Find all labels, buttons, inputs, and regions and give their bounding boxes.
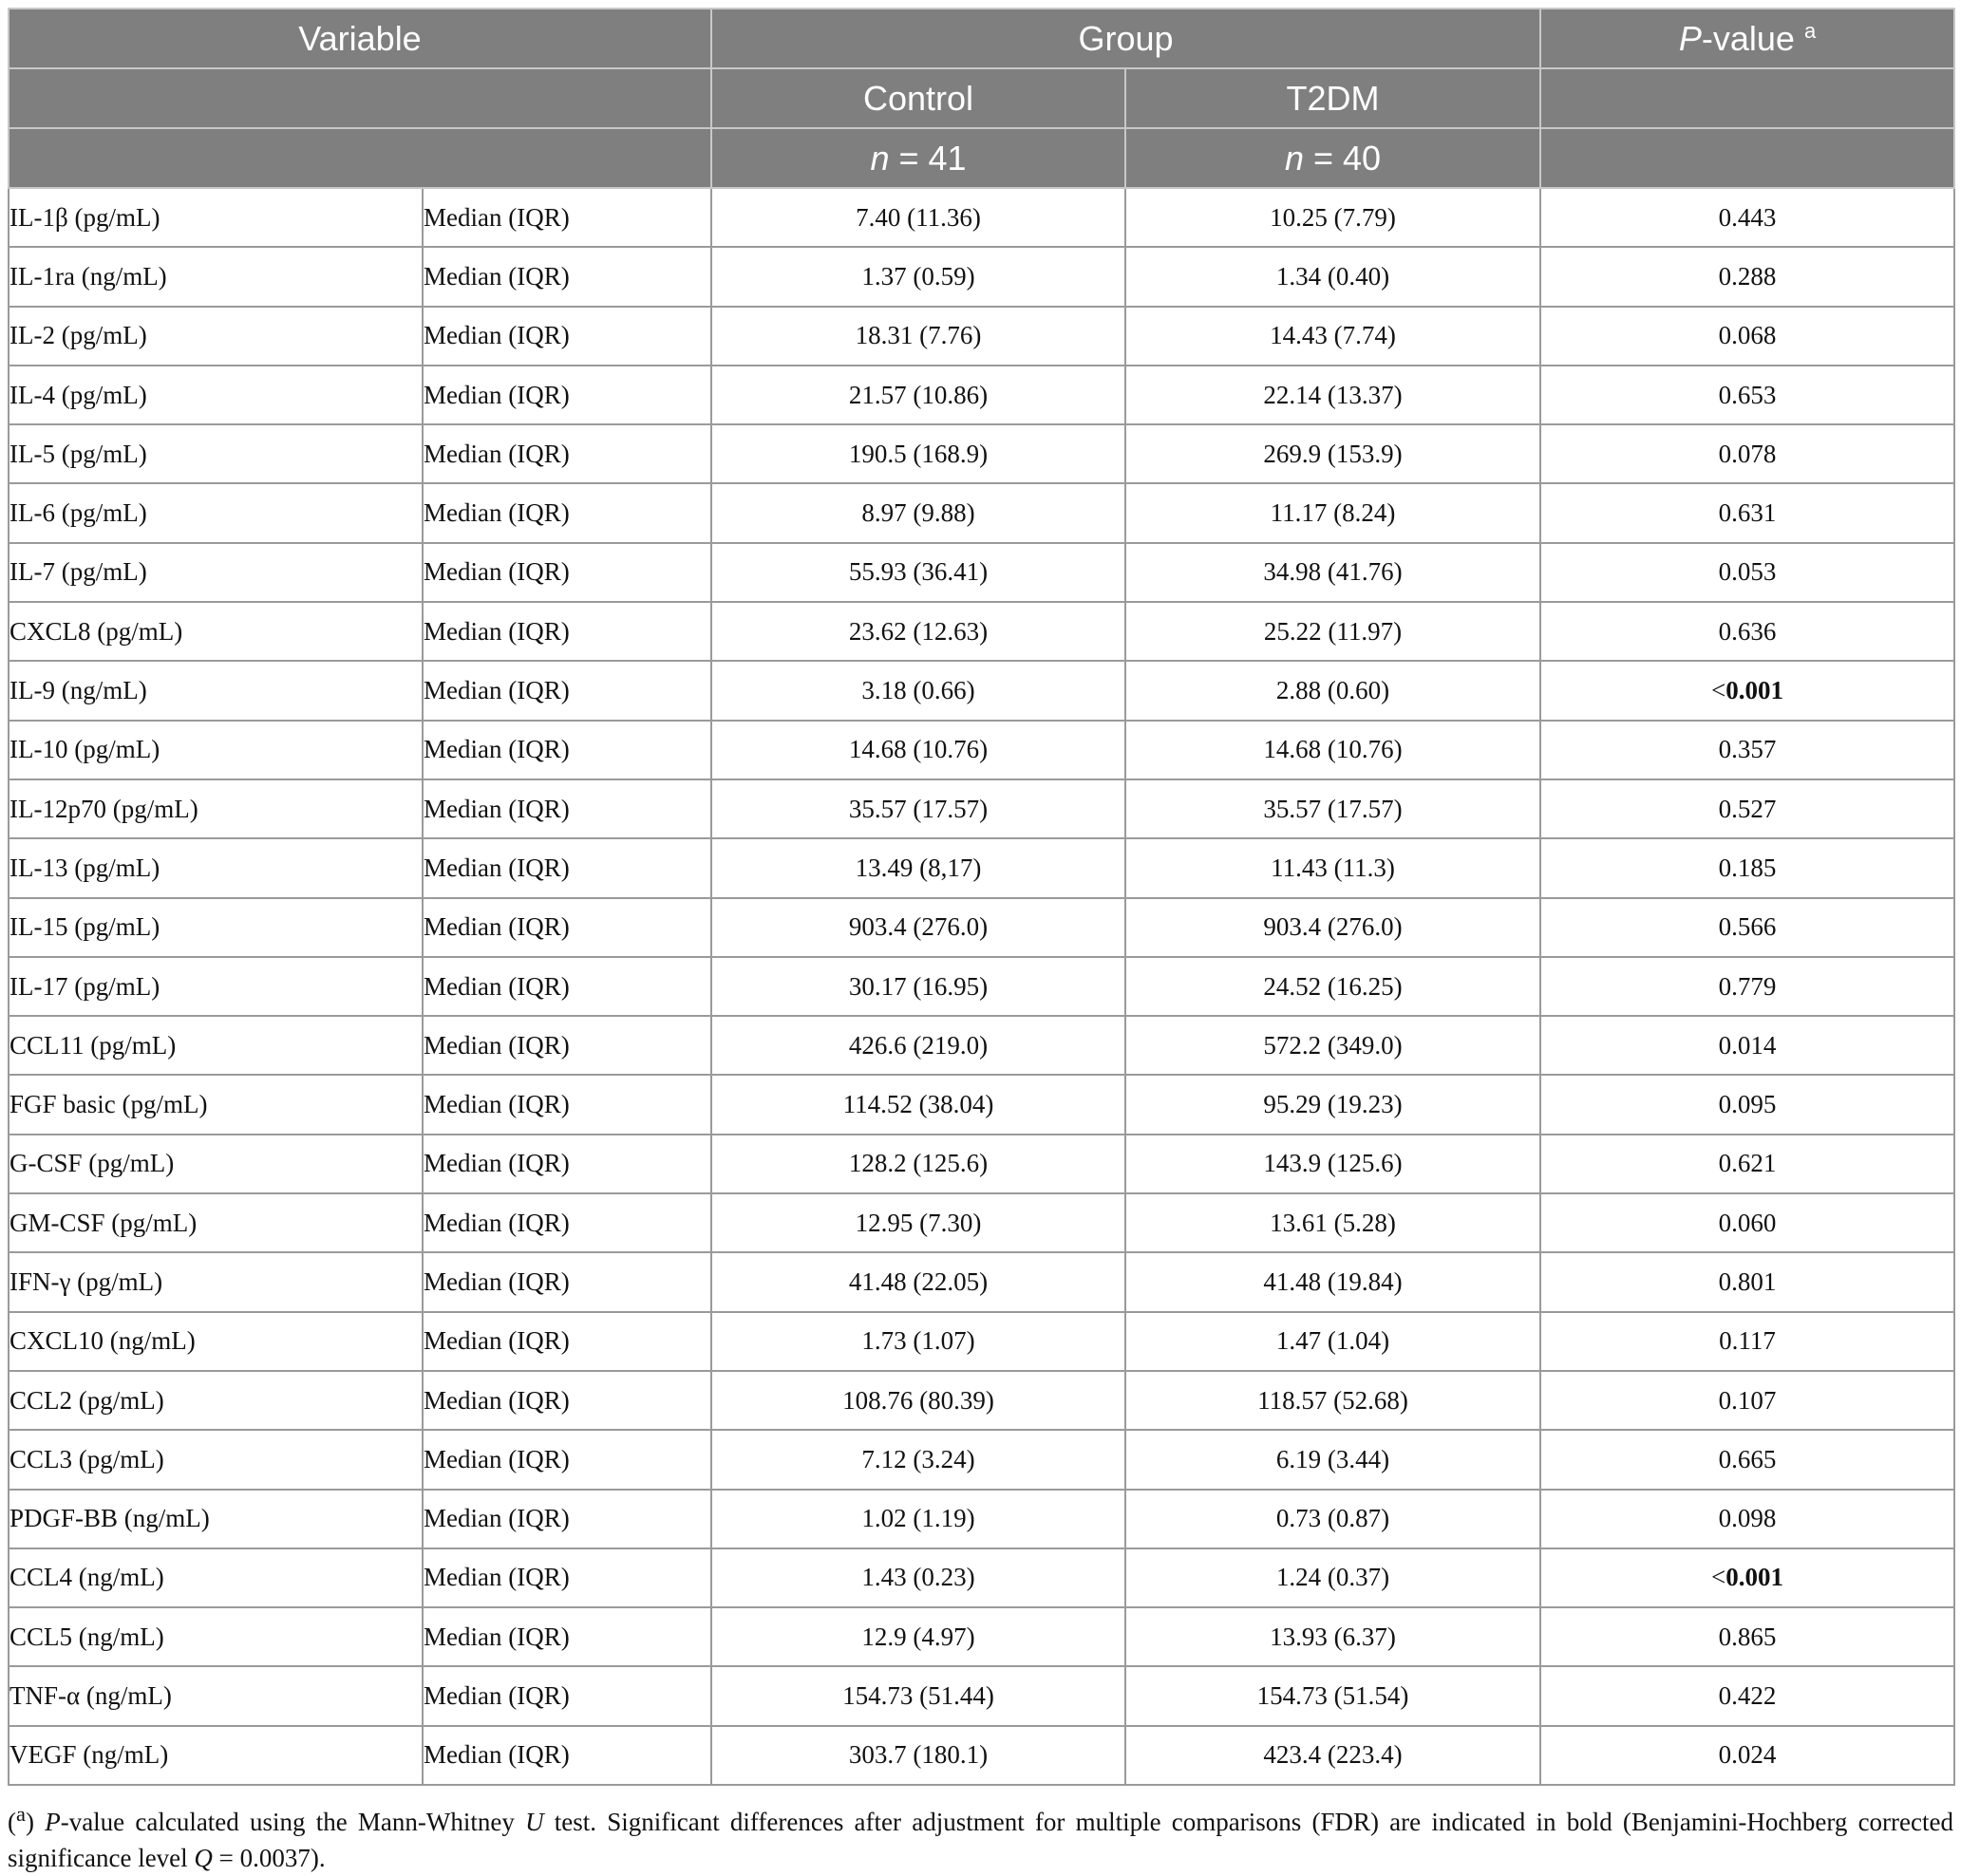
cell-pvalue (1540, 1252, 1954, 1311)
cell-statistic: Median (IQR) (423, 307, 711, 366)
cell-statistic: Median (IQR) (423, 366, 711, 424)
table-row (9, 1312, 1954, 1371)
cell-control: 21.57 (10.86) (711, 366, 1125, 424)
table-row (9, 247, 1954, 306)
cell-variable: CCL2 (pg/mL) (9, 1371, 423, 1430)
cell-variable: IL-5 (pg/mL) (9, 424, 423, 483)
cell-control: 303.7 (180.1) (711, 1726, 1125, 1785)
pvalue: 0.014 (1718, 1030, 1777, 1060)
cell-pvalue (1540, 424, 1954, 483)
cell-statistic: Median (IQR) (423, 1252, 711, 1311)
footnote-sup: a (16, 1802, 26, 1826)
cell-variable: IL-15 (pg/mL) (9, 898, 423, 957)
t2dm-n-value: = 40 (1303, 138, 1382, 178)
table-row (9, 957, 1954, 1016)
cell-t2dm: 903.4 (276.0) (1125, 898, 1540, 957)
footnote-close: ) (26, 1808, 46, 1836)
header-blank-2 (1540, 68, 1954, 128)
pvalue: 0.636 (1718, 616, 1777, 646)
table-row (9, 188, 1954, 247)
cell-control: 12.95 (7.30) (711, 1193, 1125, 1252)
cell-variable: CCL3 (pg/mL) (9, 1430, 423, 1489)
cell-pvalue (1540, 661, 1954, 720)
cell-pvalue (1540, 366, 1954, 424)
pvalue: 0.665 (1718, 1444, 1777, 1473)
pvalue: 0.288 (1718, 261, 1777, 291)
cell-control: 41.48 (22.05) (711, 1252, 1125, 1311)
cell-variable: IL-6 (pg/mL) (9, 483, 423, 542)
cell-statistic: Median (IQR) (423, 483, 711, 542)
table-row (9, 307, 1954, 366)
cell-control: 1.02 (1.19) (711, 1490, 1125, 1548)
pvalue: 0.865 (1718, 1622, 1777, 1651)
footnote-q: Q (194, 1844, 213, 1872)
header-blank-1 (9, 68, 711, 128)
pvalue: 0.098 (1718, 1504, 1777, 1533)
t2dm-n-italic: n (1284, 138, 1304, 178)
cell-pvalue (1540, 188, 1954, 247)
cell-statistic: Median (IQR) (423, 838, 711, 897)
cell-pvalue (1540, 1016, 1954, 1075)
cell-t2dm: 41.48 (19.84) (1125, 1252, 1540, 1311)
cell-variable: GM-CSF (pg/mL) (9, 1193, 423, 1252)
cell-t2dm: 11.17 (8.24) (1125, 483, 1540, 542)
header-pvalue-sup: a (1803, 18, 1817, 43)
cell-statistic: Median (IQR) (423, 661, 711, 720)
cell-control: 23.62 (12.63) (711, 602, 1125, 661)
table-row (9, 1135, 1954, 1193)
cell-control: 1.73 (1.07) (711, 1312, 1125, 1371)
cell-variable: CXCL10 (ng/mL) (9, 1312, 423, 1371)
cell-t2dm: 269.9 (153.9) (1125, 424, 1540, 483)
cell-variable: IL-10 (pg/mL) (9, 721, 423, 779)
header-blank-3 (9, 128, 711, 188)
cell-variable: IL-1ra (ng/mL) (9, 247, 423, 306)
cell-pvalue (1540, 307, 1954, 366)
cell-variable: IL-4 (pg/mL) (9, 366, 423, 424)
cell-statistic: Median (IQR) (423, 1135, 711, 1193)
cell-pvalue (1540, 838, 1954, 897)
table-header (9, 9, 1954, 188)
cell-control: 13.49 (8,17) (711, 838, 1125, 897)
cell-t2dm: 25.22 (11.97) (1125, 602, 1540, 661)
control-n-value: = 41 (889, 138, 967, 178)
cell-control: 18.31 (7.76) (711, 307, 1125, 366)
cell-statistic: Median (IQR) (423, 779, 711, 838)
header-control-n (711, 128, 1125, 188)
cell-pvalue (1540, 779, 1954, 838)
pvalue: 0.068 (1718, 321, 1777, 350)
cell-control: 154.73 (51.44) (711, 1666, 1125, 1725)
cell-pvalue (1540, 957, 1954, 1016)
cell-t2dm: 1.24 (0.37) (1125, 1548, 1540, 1607)
cell-pvalue (1540, 543, 1954, 602)
cell-control: 114.52 (38.04) (711, 1075, 1125, 1134)
table-row (9, 1430, 1954, 1489)
cell-variable: G-CSF (pg/mL) (9, 1135, 423, 1193)
cell-t2dm: 24.52 (16.25) (1125, 957, 1540, 1016)
cell-variable: IL-1β (pg/mL) (9, 188, 423, 247)
table-row (9, 543, 1954, 602)
control-n-italic: n (870, 138, 890, 178)
table-row (9, 721, 1954, 779)
cell-t2dm: 35.57 (17.57) (1125, 779, 1540, 838)
header-pvalue-p: P (1678, 18, 1702, 58)
table-row (9, 1252, 1954, 1311)
table-row (9, 1490, 1954, 1548)
cell-t2dm: 95.29 (19.23) (1125, 1075, 1540, 1134)
cell-t2dm: 14.68 (10.76) (1125, 721, 1540, 779)
table-row (9, 424, 1954, 483)
cell-variable: IL-13 (pg/mL) (9, 838, 423, 897)
cell-t2dm: 10.25 (7.79) (1125, 188, 1540, 247)
cell-statistic: Median (IQR) (423, 1193, 711, 1252)
cell-statistic: Median (IQR) (423, 424, 711, 483)
cell-t2dm: 0.73 (0.87) (1125, 1490, 1540, 1548)
table-row (9, 1607, 1954, 1666)
cell-pvalue (1540, 1666, 1954, 1725)
cell-t2dm: 2.88 (0.60) (1125, 661, 1540, 720)
cell-t2dm: 14.43 (7.74) (1125, 307, 1540, 366)
cell-t2dm: 1.47 (1.04) (1125, 1312, 1540, 1371)
cell-control: 30.17 (16.95) (711, 957, 1125, 1016)
table-container (8, 8, 1953, 1786)
cell-pvalue (1540, 1135, 1954, 1193)
pvalue: 0.185 (1718, 853, 1777, 882)
cell-statistic: Median (IQR) (423, 1016, 711, 1075)
pvalue: 0.566 (1718, 912, 1777, 942)
pvalue: 0.095 (1718, 1090, 1777, 1119)
cell-statistic: Median (IQR) (423, 1430, 711, 1489)
cell-t2dm: 1.34 (0.40) (1125, 247, 1540, 306)
cell-variable: IL-9 (ng/mL) (9, 661, 423, 720)
cell-pvalue (1540, 1371, 1954, 1430)
footnote-u: U (525, 1808, 544, 1836)
cell-pvalue (1540, 602, 1954, 661)
cell-control: 7.40 (11.36) (711, 188, 1125, 247)
table-row (9, 898, 1954, 957)
cell-pvalue (1540, 1548, 1954, 1607)
header-variable: Variable (9, 9, 711, 68)
cell-variable: IL-2 (pg/mL) (9, 307, 423, 366)
cell-control: 1.37 (0.59) (711, 247, 1125, 306)
pvalue-significant: 0.001 (1725, 1563, 1783, 1592)
cell-t2dm: 154.73 (51.54) (1125, 1666, 1540, 1725)
cell-t2dm: 118.57 (52.68) (1125, 1371, 1540, 1430)
cell-statistic: Median (IQR) (423, 1490, 711, 1548)
cell-statistic: Median (IQR) (423, 1312, 711, 1371)
cell-t2dm: 11.43 (11.3) (1125, 838, 1540, 897)
table-row (9, 1193, 1954, 1252)
cell-pvalue (1540, 483, 1954, 542)
header-group: Group (711, 9, 1540, 68)
cell-t2dm: 423.4 (223.4) (1125, 1726, 1540, 1785)
pvalue: 0.779 (1718, 971, 1777, 1001)
pvalue: 0.107 (1718, 1385, 1777, 1415)
cell-control: 12.9 (4.97) (711, 1607, 1125, 1666)
table-row (9, 602, 1954, 661)
footnote-text2: test. Significant differences after adjustment for multiple comparisons (FDR) are indicated in bold (Benjamini-Hochberg corrected significance level (8, 1808, 1953, 1872)
cell-statistic: Median (IQR) (423, 188, 711, 247)
footnote-p: P (45, 1808, 61, 1836)
pvalue: 0.024 (1718, 1740, 1777, 1770)
cell-statistic: Median (IQR) (423, 602, 711, 661)
header-t2dm-n (1125, 128, 1540, 188)
cell-t2dm: 572.2 (349.0) (1125, 1016, 1540, 1075)
cell-variable: CCL11 (pg/mL) (9, 1016, 423, 1075)
pvalue: 0.443 (1718, 202, 1777, 232)
cell-statistic: Median (IQR) (423, 543, 711, 602)
cell-pvalue (1540, 1726, 1954, 1785)
pvalue: 0.053 (1718, 557, 1777, 587)
header-row-2 (9, 68, 1954, 128)
cell-variable: PDGF-BB (ng/mL) (9, 1490, 423, 1548)
cytokine-table (8, 8, 1955, 1786)
cell-t2dm: 6.19 (3.44) (1125, 1430, 1540, 1489)
pvalue: 0.357 (1718, 735, 1777, 764)
cell-pvalue (1540, 1075, 1954, 1134)
header-row-1 (9, 9, 1954, 68)
cell-pvalue (1540, 1490, 1954, 1548)
cell-t2dm: 13.61 (5.28) (1125, 1193, 1540, 1252)
cell-pvalue (1540, 1607, 1954, 1666)
cell-variable: CXCL8 (pg/mL) (9, 602, 423, 661)
pvalue: 0.422 (1718, 1681, 1777, 1711)
header-t2dm: T2DM (1125, 68, 1540, 128)
cell-control: 903.4 (276.0) (711, 898, 1125, 957)
cell-variable: IL-7 (pg/mL) (9, 543, 423, 602)
cell-statistic: Median (IQR) (423, 1607, 711, 1666)
pvalue-prefix: < (1711, 676, 1726, 705)
cell-variable: IFN-γ (pg/mL) (9, 1252, 423, 1311)
cell-control: 128.2 (125.6) (711, 1135, 1125, 1193)
cell-pvalue (1540, 1430, 1954, 1489)
cell-pvalue (1540, 898, 1954, 957)
header-pvalue-text: -value (1701, 18, 1795, 58)
cell-variable: VEGF (ng/mL) (9, 1726, 423, 1785)
cell-variable: IL-17 (pg/mL) (9, 957, 423, 1016)
cell-control: 3.18 (0.66) (711, 661, 1125, 720)
table-row (9, 1726, 1954, 1785)
table-row (9, 1666, 1954, 1725)
footnote-text1: -value calculated using the Mann-Whitney (60, 1808, 526, 1836)
pvalue: 0.631 (1718, 498, 1777, 528)
cell-control: 35.57 (17.57) (711, 779, 1125, 838)
cell-pvalue (1540, 1312, 1954, 1371)
cell-control: 14.68 (10.76) (711, 721, 1125, 779)
table-row (9, 838, 1954, 897)
cell-control: 1.43 (0.23) (711, 1548, 1125, 1607)
cell-statistic: Median (IQR) (423, 1371, 711, 1430)
cell-statistic: Median (IQR) (423, 247, 711, 306)
cell-statistic: Median (IQR) (423, 721, 711, 779)
pvalue: 0.801 (1718, 1266, 1777, 1296)
cell-variable: CCL4 (ng/mL) (9, 1548, 423, 1607)
cell-variable: TNF-α (ng/mL) (9, 1666, 423, 1725)
pvalue-prefix: < (1711, 1563, 1726, 1592)
pvalue: 0.621 (1718, 1149, 1777, 1178)
cell-variable: CCL5 (ng/mL) (9, 1607, 423, 1666)
cell-control: 55.93 (36.41) (711, 543, 1125, 602)
table-row (9, 1075, 1954, 1134)
table-row (9, 779, 1954, 838)
table-row (9, 483, 1954, 542)
header-blank-4 (1540, 128, 1954, 188)
cell-pvalue (1540, 247, 1954, 306)
cell-pvalue (1540, 1193, 1954, 1252)
footnote-text3: = 0.0037). (212, 1844, 326, 1872)
cell-variable: IL-12p70 (pg/mL) (9, 779, 423, 838)
pvalue: 0.078 (1718, 439, 1777, 468)
cell-pvalue (1540, 721, 1954, 779)
cell-variable: FGF basic (pg/mL) (9, 1075, 423, 1134)
footnote-open: ( (8, 1808, 16, 1836)
table-footnote (8, 1796, 1953, 1876)
cell-control: 190.5 (168.9) (711, 424, 1125, 483)
cell-t2dm: 22.14 (13.37) (1125, 366, 1540, 424)
cell-control: 7.12 (3.24) (711, 1430, 1125, 1489)
cell-t2dm: 34.98 (41.76) (1125, 543, 1540, 602)
cell-control: 426.6 (219.0) (711, 1016, 1125, 1075)
pvalue-significant: 0.001 (1725, 676, 1783, 705)
cell-statistic: Median (IQR) (423, 898, 711, 957)
pvalue: 0.653 (1718, 380, 1777, 409)
cell-statistic: Median (IQR) (423, 1548, 711, 1607)
pvalue: 0.060 (1718, 1208, 1777, 1237)
cell-t2dm: 143.9 (125.6) (1125, 1135, 1540, 1193)
header-row-3 (9, 128, 1954, 188)
table-row (9, 1548, 1954, 1607)
cell-control: 8.97 (9.88) (711, 483, 1125, 542)
header-pvalue (1540, 9, 1954, 68)
table-row (9, 1371, 1954, 1430)
cell-statistic: Median (IQR) (423, 1075, 711, 1134)
table-row (9, 1016, 1954, 1075)
pvalue: 0.117 (1719, 1326, 1776, 1356)
cell-t2dm: 13.93 (6.37) (1125, 1607, 1540, 1666)
cell-statistic: Median (IQR) (423, 957, 711, 1016)
pvalue: 0.527 (1718, 794, 1777, 823)
table-row (9, 661, 1954, 720)
header-control: Control (711, 68, 1125, 128)
table-row (9, 366, 1954, 424)
cell-statistic: Median (IQR) (423, 1726, 711, 1785)
table-body (9, 188, 1954, 1785)
cell-control: 108.76 (80.39) (711, 1371, 1125, 1430)
cell-statistic: Median (IQR) (423, 1666, 711, 1725)
